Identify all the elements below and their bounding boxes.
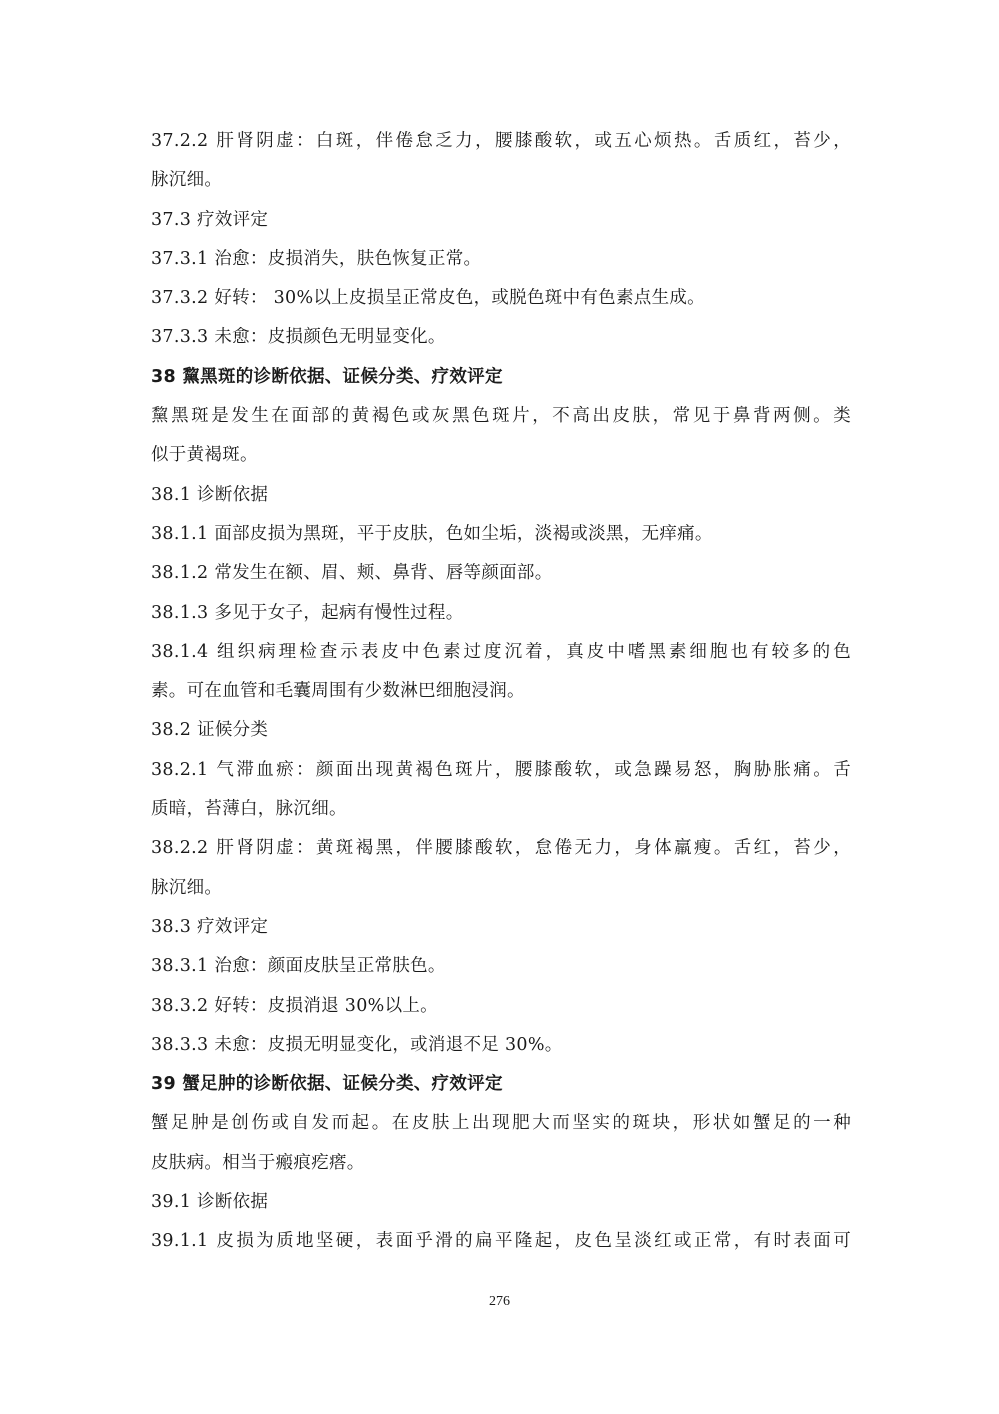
text-line: 38.3.1 治愈：颜面皮肤呈正常肤色。 [151,956,446,977]
text-line: 37.3.1 治愈：皮损消失，肤色恢复正常。 [151,248,482,269]
text-line: 38.3.2 好转：皮损消退 30%以上。 [151,995,438,1016]
subsection-heading: 39.1 诊断依据 [151,1192,269,1213]
text-line: 38.1.2 常发生在额、眉、颊、鼻背、唇等颜面部。 [151,563,553,584]
text-line: 38.3.3 未愈：皮损无明显变化，或消退不足 30%。 [151,1034,563,1055]
text-line: 素。可在血管和毛囊周围有少数淋巴细胞浸润。 [151,681,525,702]
text-line: 38.1.4 组织病理检查示表皮中色素过度沉着，真皮中嗜黑素细胞也有较多的色 [151,641,851,662]
text-line: 39.1.1 皮损为质地坚硬，表面乎滑的扁平隆起，皮色呈淡红或正常，有时表面可 [151,1231,851,1252]
text-line: 37.3.2 好转： 30%以上皮损呈正常皮色，或脱色斑中有色素点生成。 [151,288,705,309]
page-number: 276 [489,1294,510,1309]
text-line: 38.1.1 面部皮损为黑斑，平于皮肤，色如尘垢，淡褐或淡黑，无痒痛。 [151,523,713,544]
text-line: 37.3.3 未愈：皮损颜色无明显变化。 [151,327,446,348]
text-line: 脉沉细。 [151,877,223,898]
text-line: 37.2.2 肝肾阴虚：白斑，伴倦怠乏力，腰膝酸软，或五心烦热。舌质红，苔少， [151,131,851,151]
text-line: 质暗，苔薄白，脉沉细。 [151,799,347,820]
subsection-heading: 37.3 疗效评定 [151,209,269,230]
subsection-heading: 38.2 证候分类 [151,720,269,741]
text-line: 38.1.3 多见于女子，起病有慢性过程。 [151,602,464,623]
text-line: 似于黄褐斑。 [151,445,258,466]
page-body [151,122,851,1262]
subsection-heading: 38.3 疗效评定 [151,916,269,937]
text-line: 38.2.2 肝肾阴虚：黄斑褐黑，伴腰膝酸软，怠倦无力，身体羸瘦。舌红，苔少， [151,838,851,859]
text-line: 蟹足肿是创伤或自发而起。在皮肤上出现肥大而坚实的斑块，形状如蟹足的一种 [151,1113,851,1134]
text-line: 皮肤病。相当于瘢痕疙瘩。 [151,1152,365,1173]
text-line: 38.2.1 气滞血瘀：颜面出现黄褐色斑片，腰膝酸软，或急躁易怒，胸胁胀痛。舌 [151,759,851,780]
section-heading: 39 蟹足肿的诊断依据、证候分类、疗效评定 [151,1074,503,1095]
section-heading: 38 黧黑斑的诊断依据、证候分类、疗效评定 [151,366,503,387]
subsection-heading: 38.1 诊断依据 [151,484,269,505]
text-line: 脉沉细。 [151,170,223,191]
text-line: 黧黑斑是发生在面部的黄褐色或灰黑色斑片，不高出皮肤，常见于鼻背两侧。类 [151,406,851,427]
